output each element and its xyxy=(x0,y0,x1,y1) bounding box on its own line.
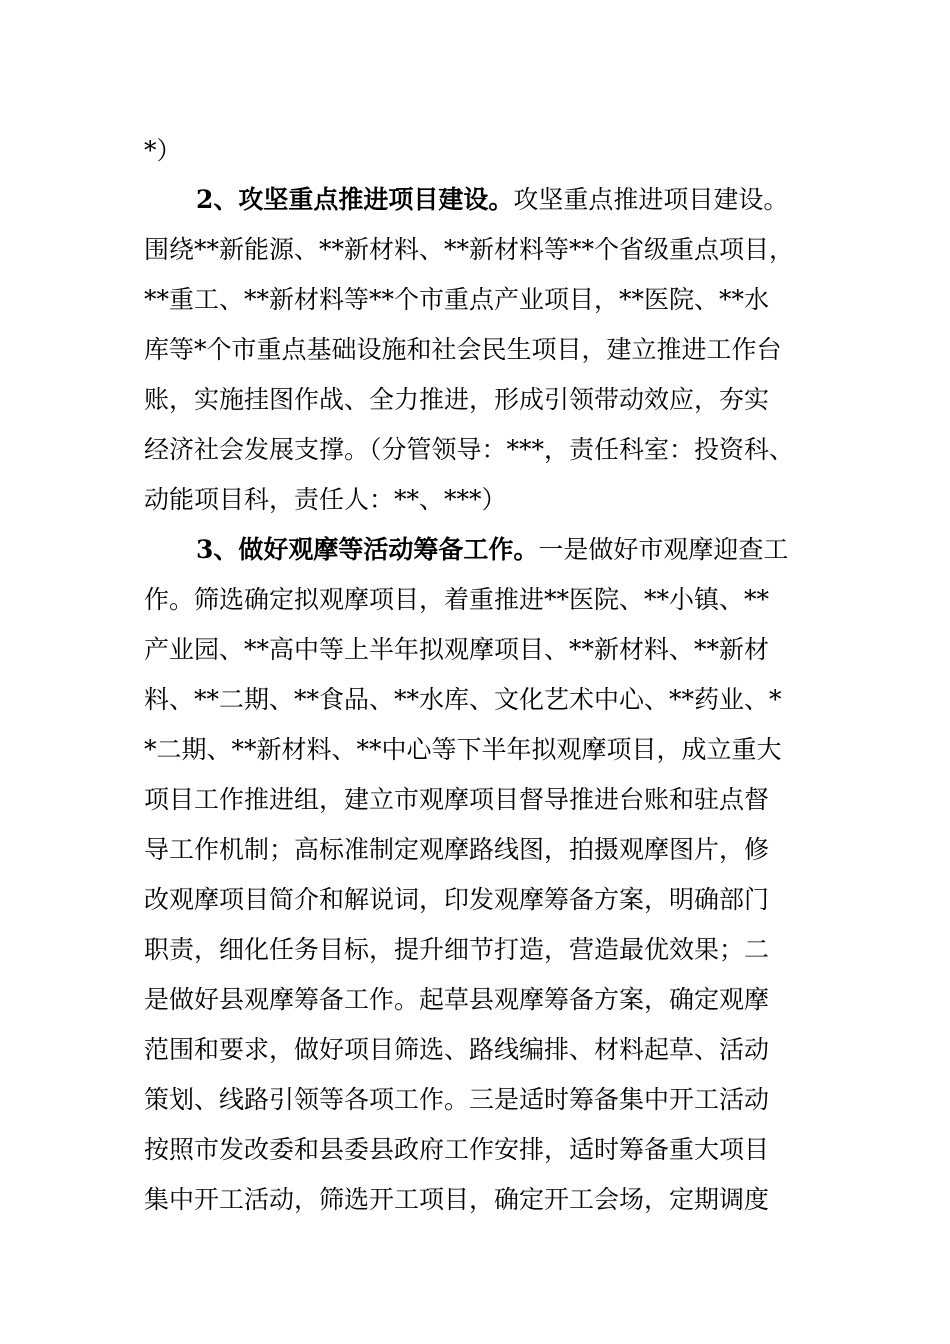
text-line xyxy=(144,1030,824,1070)
text-line xyxy=(144,1180,824,1220)
text-line xyxy=(144,830,824,870)
line-text: 库等*个市重点基础设施和社会民生项目，建立推进工作台 xyxy=(144,335,782,364)
line-text: 作。筛选确定拟观摩项目，着重推进**医院、**小镇、** xyxy=(144,585,770,614)
line-text: 职责，细化任务目标，提升细节打造，营造最优效果；二 xyxy=(144,935,770,964)
line-text: 动能项目科，责任人：**、***） xyxy=(144,485,507,514)
line-text: *二期、**新材料、**中心等下半年拟观摩项目，成立重大 xyxy=(144,735,782,764)
line-text: 料、**二期、**食品、**水库、文化艺术中心、**药业、* xyxy=(144,685,782,714)
text-line xyxy=(144,580,824,620)
paragraph-2-first-line xyxy=(196,180,824,220)
line-text: 集中开工活动，筛选开工项目，确定开工会场，定期调度 xyxy=(144,1185,770,1214)
line-text: 账，实施挂图作战、全力推进，形成引领带动效应，夯实 xyxy=(144,385,770,414)
line-text: 产业园、**高中等上半年拟观摩项目、**新材料、**新材 xyxy=(144,635,770,664)
line-text: 导工作机制；高标准制定观摩路线图，拍摄观摩图片，修 xyxy=(144,835,770,864)
line-text: **重工、**新材料等**个市重点产业项目，**医院、**水 xyxy=(144,285,770,314)
heading-3: 3、做好观摩等活动筹备工作。 xyxy=(196,535,539,564)
line-text: 围绕**新能源、**新材料、**新材料等**个省级重点项目， xyxy=(144,235,795,264)
line-text: 是做好县观摩筹备工作。起草县观摩筹备方案，确定观摩 xyxy=(144,985,770,1014)
text-line xyxy=(144,1080,824,1120)
text-line xyxy=(144,730,824,770)
text-line xyxy=(144,280,824,320)
line-text: 攻坚重点推进项目建设。 xyxy=(513,185,789,214)
text-line xyxy=(144,780,824,820)
text-line xyxy=(144,380,824,420)
line-text: 策划、线路引领等各项工作。三是适时筹备集中开工活动 xyxy=(144,1085,770,1114)
text-line xyxy=(144,680,824,720)
text-line xyxy=(144,630,824,670)
heading-2: 2、攻坚重点推进项目建设。 xyxy=(196,185,514,214)
text-line xyxy=(144,880,824,920)
line-text: 项目工作推进组，建立市观摩项目督导推进台账和驻点督 xyxy=(144,785,770,814)
line-text: 按照市发改委和县委县政府工作安排，适时筹备重大项目 xyxy=(144,1135,770,1164)
text-line xyxy=(144,330,824,370)
text-line xyxy=(144,230,824,270)
line-text: 改观摩项目简介和解说词，印发观摩筹备方案，明确部门 xyxy=(144,885,770,914)
line-text: 经济社会发展支撑。（分管领导：***，责任科室：投资科、 xyxy=(144,435,795,464)
text-line xyxy=(144,480,824,520)
text-line xyxy=(144,980,824,1020)
text-line xyxy=(144,131,824,171)
line-text: 范围和要求，做好项目筛选、路线编排、材料起草、活动 xyxy=(144,1035,770,1064)
text-line xyxy=(144,1130,824,1170)
text-line xyxy=(144,430,824,470)
line-text: 一是做好市观摩迎查工 xyxy=(538,535,789,564)
text-line xyxy=(144,930,824,970)
line-text: *） xyxy=(144,136,182,165)
paragraph-3-first-line xyxy=(196,530,824,570)
